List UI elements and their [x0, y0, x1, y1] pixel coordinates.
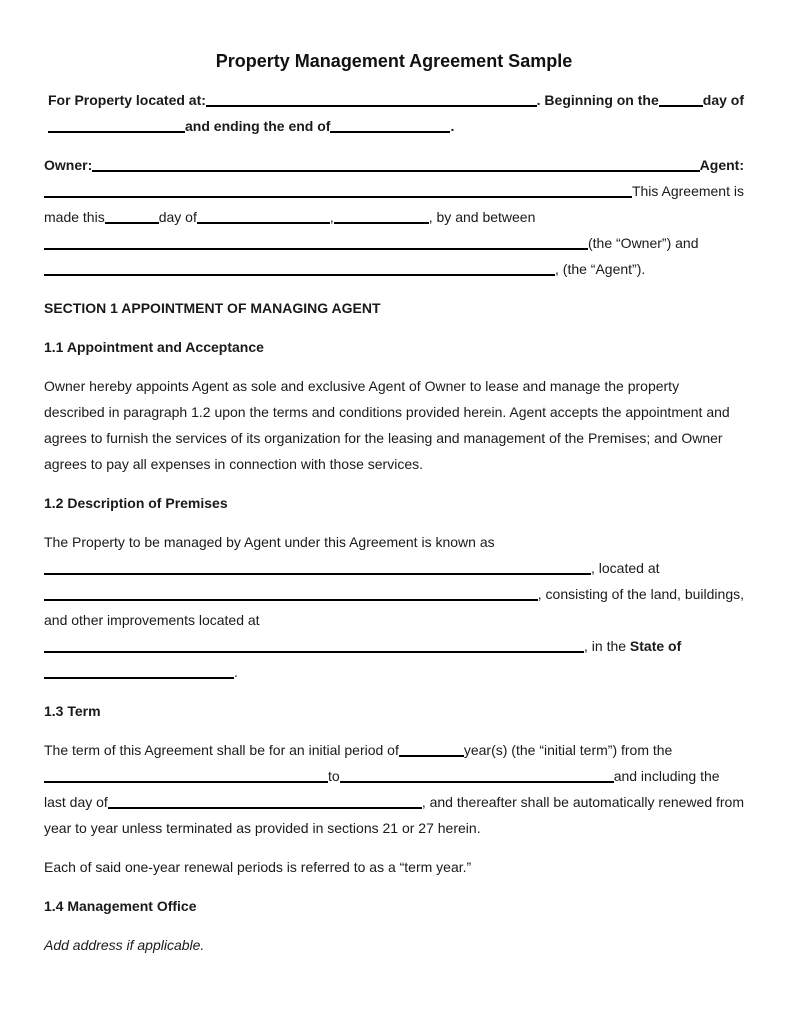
owner-label: Owner: [44, 157, 93, 173]
section-1-heading: SECTION 1 APPOINTMENT OF MANAGING AGENT [44, 300, 381, 316]
made-this-label: made this [44, 209, 105, 225]
premises-line-6 [44, 659, 744, 685]
renewal-note-text: Each of said one-year renewal periods is referred to as a “term year.” [44, 859, 472, 875]
parties-line-4 [44, 230, 744, 256]
last-day-blank [108, 806, 422, 809]
intro-period: . [450, 118, 455, 134]
year-to-year-text: year to year unless terminated as provided in sections 21 or 27 herein. [44, 820, 481, 836]
premises-line-5 [44, 633, 744, 659]
agent-label: Agent: [699, 157, 744, 173]
state-of-label: State of [629, 638, 682, 654]
premises-line-4 [44, 607, 744, 633]
clause-1-3-heading: 1.3 Term [44, 703, 101, 719]
beginning-on-label: . Beginning on the [536, 92, 659, 108]
improvements-label: and other improvements located at [44, 612, 260, 628]
comma-separator: , [329, 209, 334, 225]
clause-1-4-heading: 1.4 Management Office [44, 898, 197, 914]
parties-line-5 [44, 256, 744, 282]
term-years-blank [399, 754, 464, 757]
clause-1-2-heading: 1.2 Description of Premises [44, 495, 228, 511]
agreement-day-of-label: day of [158, 209, 197, 225]
last-day-of-label: last day of [44, 794, 108, 810]
clause-1-4-body [44, 932, 744, 958]
premises-line-2 [44, 555, 744, 581]
parties-paragraph [44, 152, 744, 282]
agreement-year-blank [334, 221, 429, 224]
term-end-date-blank [340, 780, 614, 783]
by-and-between-label: , by and between [428, 209, 536, 225]
parties-line-1 [44, 152, 744, 178]
intro-paragraph [44, 87, 744, 139]
term-line-3 [44, 789, 744, 815]
clause-1-1-body-line: agrees to pay all expenses in connection with those services. [44, 456, 423, 472]
intro-line-2 [48, 113, 744, 139]
renewed-label: , and thereafter shall be automatically renewed from [421, 794, 744, 810]
improvements-location-blank [44, 650, 584, 653]
document-title: Property Management Agreement Sample [215, 51, 573, 71]
parties-line-3 [44, 204, 744, 230]
clause-1-1-body [44, 373, 744, 477]
ending-label: and ending the end of [185, 118, 331, 134]
ending-date-blank [330, 130, 450, 133]
agent-name-blank [44, 195, 632, 198]
agreement-day-blank [105, 221, 159, 224]
clause-1-1-body-line: agrees to furnish the services of its organization for the leasing and management of the Premises; and Owner [44, 430, 723, 446]
agent-party-blank [44, 273, 555, 276]
premises-line-1 [44, 529, 744, 555]
agreement-intro-text: This Agreement is [631, 183, 744, 199]
term-start-date-blank [44, 780, 328, 783]
premises-line-3 [44, 581, 744, 607]
property-name-blank [44, 572, 591, 575]
agreement-month-blank [197, 221, 330, 224]
clause-1-1-heading: 1.1 Appointment and Acceptance [44, 339, 264, 355]
agent-designation-text: , (the “Agent”). [555, 261, 646, 277]
beginning-month-blank [48, 130, 185, 133]
known-as-label: The Property to be managed by Agent under this Agreement is known as [44, 534, 495, 550]
owner-designation-text: (the “Owner”) and [588, 235, 699, 251]
management-office-note: Add address if applicable. [44, 937, 205, 953]
including-label: and including the [613, 768, 720, 784]
clause-1-1-body-line: described in paragraph 1.2 upon the terms and conditions provided herein. Agent accepts the appointment and [44, 404, 730, 420]
in-the-label: , in the [584, 638, 630, 654]
owner-party-blank [44, 247, 588, 250]
property-address-blank [206, 104, 537, 107]
clause-1-3-body [44, 737, 744, 841]
initial-period-label: The term of this Agreement shall be for an initial period of [44, 742, 399, 758]
owner-name-blank [92, 169, 699, 172]
initial-term-label: year(s) (the “initial term”) from the [463, 742, 673, 758]
term-line-2 [44, 763, 744, 789]
intro-line-1 [48, 87, 744, 113]
beginning-day-blank [659, 104, 703, 107]
consisting-label: , consisting of the land, buildings, [537, 586, 744, 602]
renewal-note-paragraph [44, 854, 744, 880]
parties-line-2 [44, 178, 744, 204]
to-label: to [328, 768, 340, 784]
state-name-blank [44, 676, 234, 679]
term-line-4 [44, 815, 744, 841]
property-located-label: For Property located at: [48, 92, 206, 108]
day-of-label: day of [702, 92, 744, 108]
property-location-blank [44, 598, 538, 601]
located-at-label: , located at [591, 560, 660, 576]
clause-1-1-body-line: Owner hereby appoints Agent as sole and exclusive Agent of Owner to lease and manage the property [44, 378, 680, 394]
term-line-1 [44, 737, 744, 763]
clause-1-2-body [44, 529, 744, 685]
premises-period: . [234, 664, 238, 680]
